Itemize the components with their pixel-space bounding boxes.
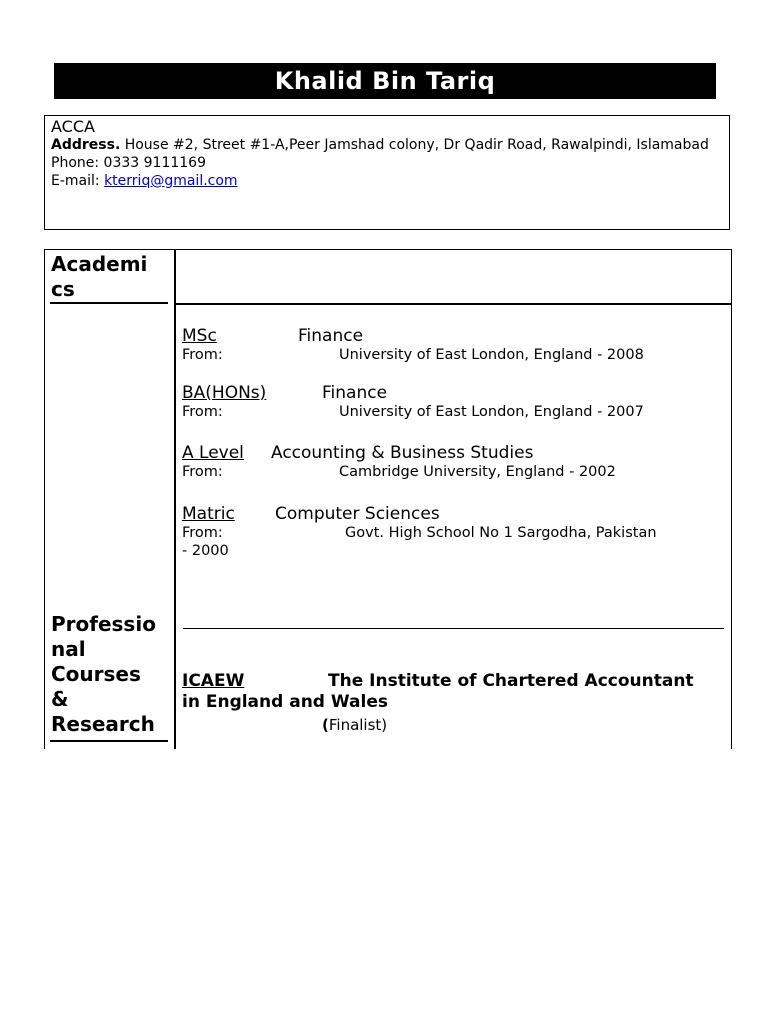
address-line — [51, 136, 723, 154]
academic-entry — [182, 326, 727, 364]
degree-name: Matric — [182, 504, 235, 524]
address-value: House #2, Street #1-A,Peer Jamshad colony, Dr Qadir Road, Rawalpindi, Islamabad — [124, 137, 709, 153]
institution: University of East London, England - 2007 — [339, 404, 644, 420]
institution: Cambridge University, England - 2002 — [339, 464, 616, 480]
candidate-name: Khalid Bin Tariq — [54, 63, 716, 99]
degree-name: MSc — [182, 326, 217, 346]
academic-entry — [182, 504, 727, 560]
email-label: E-mail: — [51, 173, 100, 189]
degree-subject: Accounting & Business Studies — [271, 443, 534, 463]
academic-entry — [182, 383, 727, 421]
degree-name: A Level — [182, 443, 244, 463]
email-link[interactable]: kterriq@gmail.com — [104, 173, 238, 189]
phone-label: Phone: — [51, 155, 100, 171]
row-divider — [174, 303, 731, 305]
academics-underline — [50, 302, 168, 304]
icaew-name-line1: The Institute of Chartered Accountant — [328, 671, 694, 691]
from-label: From: — [182, 525, 223, 541]
email-line — [51, 172, 723, 190]
qualification-title: ACCA — [51, 117, 95, 136]
academic-entry — [182, 443, 727, 481]
degree-name: BA(HONs) — [182, 383, 267, 403]
phone-value: 0333 9111169 — [103, 155, 206, 171]
institution-year: - 2000 — [182, 543, 229, 559]
degree-subject: Finance — [298, 326, 364, 346]
degree-subject: Computer Sciences — [275, 504, 440, 524]
icaew-status: (Finalist) — [322, 716, 388, 734]
degree-subject: Finance — [322, 383, 388, 403]
contact-box — [44, 115, 730, 230]
from-label: From: — [182, 464, 223, 480]
professional-heading: Professio nal Courses & Research — [51, 612, 156, 736]
from-label: From: — [182, 347, 223, 363]
from-label: From: — [182, 404, 223, 420]
icaew-name-line2: in England and Wales — [182, 692, 388, 712]
column-divider — [174, 250, 176, 749]
address-label: Address. — [51, 137, 121, 153]
institution: University of East London, England - 2008 — [339, 347, 644, 363]
professional-underline — [50, 740, 168, 742]
academics-heading: Academi cs — [51, 252, 148, 301]
institution: Govt. High School No 1 Sargodha, Pakistan — [345, 525, 657, 541]
icaew-abbr: ICAEW — [182, 671, 245, 691]
icaew-entry — [182, 671, 727, 713]
phone-line — [51, 154, 723, 172]
section-separator — [183, 628, 724, 629]
cv-table — [44, 249, 732, 749]
